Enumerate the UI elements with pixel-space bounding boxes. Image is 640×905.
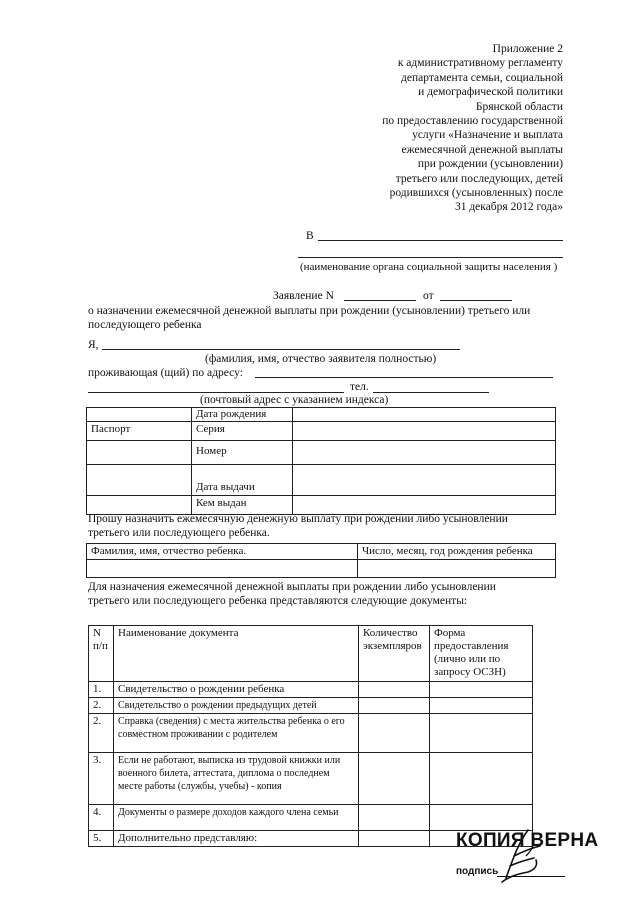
addressee-field-line[interactable] [318,240,563,241]
child-birthdate-value[interactable] [358,560,556,578]
table-row [89,714,533,753]
address-caption: (почтовый адрес с указанием индекса) [200,394,389,406]
header-line: родившихся (усыновленных) после [389,187,563,200]
birth-date-value[interactable] [293,408,556,422]
doc-row-num: 5. [89,831,114,847]
doc-row-form[interactable] [430,682,533,698]
statement-title: Заявление N [273,290,334,302]
issue-date-value[interactable] [293,465,556,496]
series-value[interactable] [293,422,556,441]
doc-row-num: 4. [89,805,114,831]
passport-table [86,407,556,515]
addressee-prefix: В [306,230,314,242]
table-row [89,682,533,698]
phone-field[interactable] [373,392,489,393]
certified-copy-stamp: КОПИЯ ВЕРНА [456,830,599,851]
child-name-header: Фамилия, имя, отчество ребенка. [87,544,358,560]
passport-cell-empty [87,465,192,496]
doc-row-qty[interactable] [359,831,430,847]
header-line: к административному регламенту [397,57,563,70]
child-birthdate-header: Число, месяц, год рождения ребенка [358,544,556,560]
doc-row-qty[interactable] [359,698,430,714]
doc-row-name: Справка (сведения) с места жительства ребенка о его совместном проживании с родителем [114,714,359,753]
statement-from-label: от [423,290,434,302]
header-line: 31 декабря 2012 года» [454,201,563,214]
applicant-i-label: Я, [88,339,99,351]
doc-row-qty[interactable] [359,714,430,753]
header-line: при рождении (усыновлении) [417,158,563,171]
table-row [89,698,533,714]
doc-row-num: 2. [89,714,114,753]
number-label: Номер [192,441,293,465]
applicant-name-caption: (фамилия, имя, отчество заявителя полностью) [205,353,437,365]
doc-row-form[interactable] [430,698,533,714]
handwritten-signature-icon [488,826,558,888]
doc-header-qty: Количество экземпляров [359,626,430,682]
applicant-name-field[interactable] [102,349,460,350]
header-line: Приложение 2 [492,43,563,55]
address-label: проживающая (щий) по адресу: [88,367,243,379]
documents-table [88,625,533,847]
header-line: и демографической политики [418,86,563,99]
doc-header-num: N п/п [89,626,114,682]
doc-row-name: Свидетельство о рождении ребенка [114,682,359,698]
series-label: Серия [192,422,293,441]
birth-date-label: Дата рождения [192,408,293,422]
statement-subject-line1: о назначении ежемесячной денежной выплаты при рождении (усыновлении) третьего или [88,305,531,317]
signature-label: подпись [456,866,499,877]
doc-row-qty[interactable] [359,682,430,698]
doc-row-name: Дополнительно представляю: [114,831,359,847]
doc-row-num: 1. [89,682,114,698]
request-line1: Прошу назначить ежемесячную денежную выплату при рождении либо усыновлении [88,513,508,525]
child-table [86,543,556,578]
doc-row-num: 2. [89,698,114,714]
documents-intro-line1: Для назначения ежемесячной денежной выплаты при рождении либо усыновлении [88,581,496,593]
doc-row-qty[interactable] [359,805,430,831]
doc-row-name: Документы о размере доходов каждого члена семьи [114,805,359,831]
table-row [89,805,533,831]
issue-date-label: Дата выдачи [192,465,293,496]
passport-label: Паспорт [87,422,192,441]
doc-header-form: Форма предоставления (лично или по запросу ОСЗН) [430,626,533,682]
header-line: Брянской области [475,100,563,113]
doc-row-name: Если не работают, выписка из трудовой книжки или военного билета, аттестата, диплома о последнем месте работы (службы, учебы) - копия [114,753,359,805]
addressee-field-line-2[interactable] [298,257,563,258]
request-line2: третьего или последующего ребенка. [88,527,270,539]
header-line: департамента семьи, социальной [401,71,563,84]
doc-row-form[interactable] [430,714,533,753]
passport-cell-empty [87,441,192,465]
statement-date-field[interactable] [440,300,512,301]
doc-row-qty[interactable] [359,753,430,805]
doc-header-name: Наименование документа [114,626,359,682]
documents-intro-line2: третьего или последующего ребенка представляются следующие документы: [88,595,468,607]
passport-cell-empty [87,408,192,422]
child-name-value[interactable] [87,560,358,578]
phone-label: тел. [350,381,369,393]
address-field[interactable] [255,377,553,378]
doc-row-name: Свидетельство о рождении предыдущих детей [114,698,359,714]
header-line: по предоставлению государственной [382,115,563,128]
header-line: услуги «Назначение и выплата [412,129,563,142]
table-row [89,753,533,805]
header-line: третьего или последующих, детей [395,172,563,185]
issued-by-label: Кем выдан [192,496,293,515]
addressee-caption: (наименование органа социальной защиты населения ) [300,261,558,273]
statement-number-field[interactable] [344,300,416,301]
header-line: ежемесячной денежной выплаты [401,143,563,156]
number-value[interactable] [293,441,556,465]
doc-row-form[interactable] [430,753,533,805]
doc-row-num: 3. [89,753,114,805]
appendix-header [263,42,563,215]
statement-subject-line2: последующего ребенка [88,319,202,331]
